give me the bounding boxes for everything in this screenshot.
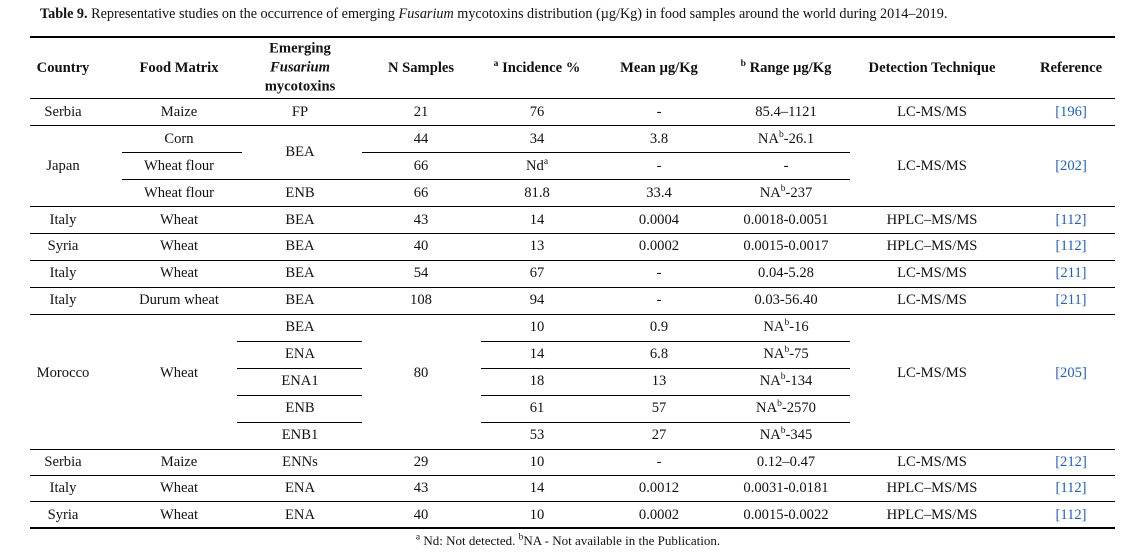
reference-link[interactable]: [205] [1055,365,1087,381]
cell-country: Italy [49,212,77,228]
cell-toxin: ENB [285,400,315,416]
header-incidence: $^a$ Incidence % [493,59,581,76]
cell-country: Syria [47,507,79,523]
cell-incidence: 13 [529,238,545,254]
header-rule [30,98,1115,99]
row-divider [30,233,1115,234]
reference-link[interactable]: [196] [1055,104,1087,120]
cell-range: - [783,158,789,174]
cell-country: Italy [49,265,77,281]
cell-matrix: Wheat [159,507,199,523]
table-footnote: $^a$ Nd: Not detected. $^b$NA - Not available in the Publication. [415,532,721,548]
subrow-divider [237,341,362,342]
row-divider [30,314,1115,315]
cell-n: 21 [413,104,429,120]
cell-incidence: 34 [529,131,545,147]
header-detection: Detection Technique [868,60,996,76]
cell-incidence: 81.8 [524,185,550,201]
cell-mean: 57 [651,400,667,416]
cell-incidence: 76 [529,104,545,120]
cell-matrix: Wheat [159,480,199,496]
cell-toxin: BEA [285,238,315,254]
cell-toxin: ENNs [282,454,318,470]
cell-incidence: 18 [529,373,545,389]
cell-toxin: ENA [285,507,315,523]
table-label: Table 9. [40,6,88,22]
header-mean: Mean µg/Kg [620,60,698,76]
subrow-divider [481,368,850,369]
cell-country: Serbia [44,454,82,470]
cell-technique: LC-MS/MS [897,365,967,381]
cell-mean: 0.0012 [638,480,680,496]
cell-toxin: ENB [285,185,315,201]
cell-toxin: ENA [285,480,315,496]
row-divider [30,475,1115,476]
reference-link[interactable]: [112] [1055,238,1087,254]
cell-toxin: ENB1 [281,427,319,443]
subrow-divider [481,422,850,423]
reference-link[interactable]: [211] [1055,265,1087,281]
cell-n: 29 [413,454,429,470]
cell-incidence: 14 [529,480,545,496]
cell-n: 66 [413,185,429,201]
cell-incidence: Nd$^a$ [525,157,549,174]
cell-mean: 33.4 [646,185,672,201]
cell-mean: - [656,265,662,281]
cell-incidence: 14 [529,212,545,228]
bottom-rule [30,527,1115,529]
cell-country: Japan [46,158,80,174]
cell-range: 0.04-5.28 [758,265,814,281]
cell-incidence: 14 [529,346,545,362]
reference-link[interactable]: [211] [1055,292,1087,308]
cell-country: Italy [49,292,77,308]
row-divider [30,501,1115,502]
subrow-divider [122,179,850,180]
cell-range: 0.03-56.40 [754,292,818,308]
cell-mean: 6.8 [649,346,669,362]
row-divider [30,287,1115,288]
cell-mean: 0.0004 [638,212,680,228]
cell-country: Syria [47,238,79,254]
cell-n: 54 [413,265,429,281]
cell-country: Italy [49,480,77,496]
subrow-divider [481,341,850,342]
cell-range: 0.12–0.47 [756,454,816,470]
cell-technique: LC-MS/MS [897,292,967,308]
cell-mean: - [656,104,662,120]
cell-range: 0.0015-0.0022 [743,507,829,523]
cell-range: $NA^b-75$ [763,345,809,362]
subrow-divider [122,152,242,153]
cell-technique: LC-MS/MS [897,158,967,174]
table-caption: Table 9. Representative studies on the occurrence of emerging Fusarium mycotoxins distribution (µg/Kg) in food samples around the world during 2014–2019. [40,6,948,22]
cell-toxin: FP [291,104,309,120]
header-food-matrix: Food Matrix [139,60,219,76]
row-divider [30,206,1115,207]
header-range: $^b$ Range µg/Kg [740,59,832,76]
cell-matrix: Maize [160,454,198,470]
subrow-divider [237,395,362,396]
cell-matrix: Wheat flour [143,158,215,174]
cell-mean: 3.8 [649,131,669,147]
cell-incidence: 53 [529,427,545,443]
cell-range: 0.0015-0.0017 [743,238,829,254]
cell-technique: HPLC–MS/MS [886,212,978,228]
cell-mean: 0.9 [649,319,669,335]
cell-range: $NA^b-16$ [763,318,809,335]
cell-n: 80 [413,365,429,381]
cell-mean: - [656,292,662,308]
cell-toxin: ENA1 [281,373,319,389]
cell-n: 43 [413,480,429,496]
cell-incidence: 61 [529,400,545,416]
cell-technique: HPLC–MS/MS [886,480,978,496]
header-country: Country [36,60,90,76]
cell-mean: 27 [651,427,667,443]
cell-matrix: Wheat [159,265,199,281]
cell-range: 0.0031-0.0181 [743,480,829,496]
cell-matrix: Wheat [159,365,199,381]
reference-link[interactable]: [202] [1055,158,1087,174]
header-reference: Reference [1039,60,1103,76]
cell-range: 85.4–1121 [755,104,817,120]
cell-toxin: BEA [285,319,315,335]
row-divider [30,260,1115,261]
cell-matrix: Maize [160,104,198,120]
cell-technique: LC-MS/MS [897,454,967,470]
row-divider [30,125,1115,126]
cell-mean: - [656,454,662,470]
subrow-divider [237,422,362,423]
cell-toxin: BEA [285,212,315,228]
reference-link[interactable]: [212] [1055,454,1087,470]
cell-incidence: 67 [529,265,545,281]
cell-matrix: Wheat flour [143,185,215,201]
header-emerging: Emerging Fusarium mycotoxins [264,40,336,95]
cell-n: 108 [410,292,432,308]
cell-range: $NA^b-345$ [759,426,813,443]
cell-toxin: ENA [285,346,315,362]
cell-n: 66 [413,158,429,174]
cell-range: $NA^b-134$ [759,372,813,389]
cell-technique: HPLC–MS/MS [886,507,978,523]
reference-link[interactable]: [112] [1055,507,1087,523]
subrow-divider [362,152,850,153]
cell-matrix: Wheat [159,212,199,228]
cell-matrix: Durum wheat [139,292,219,308]
reference-link[interactable]: [112] [1055,212,1087,228]
subrow-divider [237,368,362,369]
cell-technique: HPLC–MS/MS [886,238,978,254]
cell-technique: LC-MS/MS [897,265,967,281]
cell-range: 0.0018-0.0051 [743,212,829,228]
cell-incidence: 94 [529,292,545,308]
cell-mean: 0.0002 [638,507,680,523]
cell-range: $NA^b-2570$ [756,399,816,416]
cell-mean: 13 [651,373,667,389]
cell-matrix: Wheat [159,238,199,254]
cell-range: $NA^b-26.1$ [757,130,815,147]
cell-incidence: 10 [529,507,545,523]
cell-toxin: BEA [285,144,315,160]
row-divider [30,449,1115,450]
reference-link[interactable]: [112] [1055,480,1087,496]
cell-toxin: BEA [285,265,315,281]
cell-country: Morocco [36,365,90,381]
cell-toxin: BEA [285,292,315,308]
subrow-divider [481,395,850,396]
cell-mean: - [656,158,662,174]
cell-country: Serbia [44,104,82,120]
cell-incidence: 10 [529,454,545,470]
cell-matrix: Corn [164,131,194,147]
cell-mean: 0.0002 [638,238,680,254]
header-n-samples: N Samples [387,60,455,76]
cell-n: 40 [413,238,429,254]
cell-incidence: 10 [529,319,545,335]
top-rule [30,36,1115,38]
cell-n: 40 [413,507,429,523]
cell-technique: LC-MS/MS [897,104,967,120]
cell-n: 44 [413,131,429,147]
cell-range: $NA^b-237$ [759,184,813,201]
cell-n: 43 [413,212,429,228]
